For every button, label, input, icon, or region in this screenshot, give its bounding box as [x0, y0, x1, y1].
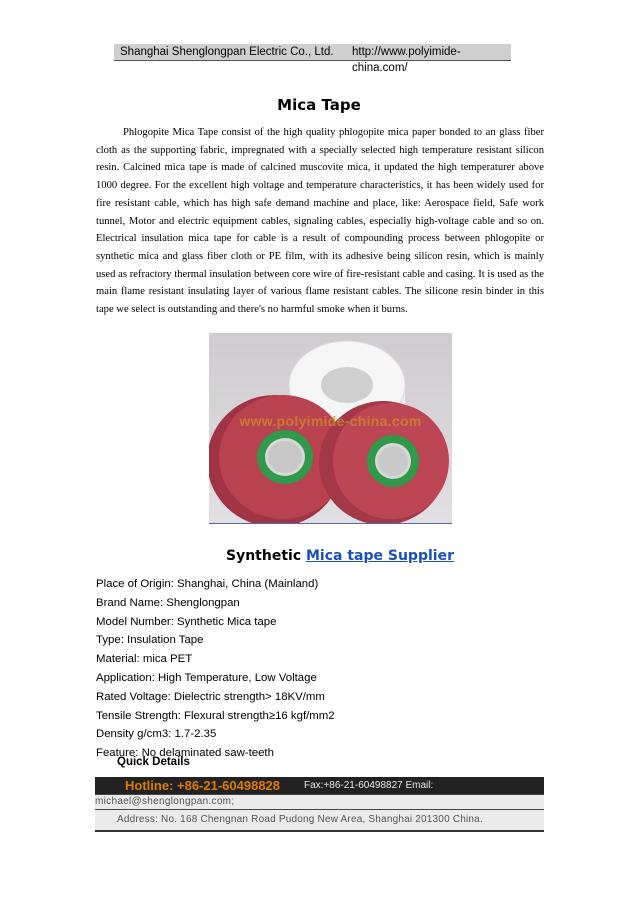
- detail-application: Application: High Temperature, Low Voltage: [96, 671, 317, 684]
- page-header: [114, 44, 511, 74]
- company-name: Shanghai Shenglongpan Electric Co., Ltd.: [120, 46, 334, 58]
- website-url[interactable]: http://www.polyimide-china.com/: [352, 46, 461, 74]
- detail-rated-voltage: Rated Voltage: Dielectric strength> 18KV/mm: [96, 690, 325, 703]
- detail-model-number: Model Number: Synthetic Mica tape: [96, 615, 277, 628]
- company-address: Address: No. 168 Chengnan Road Pudong New Area, Shanghai 201300 China.: [117, 814, 483, 825]
- product-details-list: [96, 575, 335, 763]
- supplier-link[interactable]: Mica tape Supplier: [306, 548, 454, 564]
- quick-details-heading: Quick Details: [117, 756, 190, 768]
- hotline-number: Hotline: +86-21-60498828: [125, 778, 281, 793]
- contact-footer: [95, 777, 544, 829]
- detail-brand-name: Brand Name: Shenglongpan: [96, 596, 240, 609]
- subtitle-prefix: Synthetic: [226, 548, 302, 564]
- detail-place-of-origin: Place of Origin: Shanghai, China (Mainland): [96, 578, 319, 590]
- product-photo: [209, 333, 452, 524]
- detail-density: Density g/cm3: 1.7-2.35: [96, 728, 217, 741]
- footer-hotline-bar: [95, 777, 544, 794]
- detail-material: Material: mica PET: [96, 653, 193, 666]
- fax-email-label: Fax:+86-21-60498827 Email:: [304, 780, 434, 791]
- email-address[interactable]: michael@shenglongpan.com;: [95, 796, 235, 807]
- footer-address-bar: [95, 809, 544, 832]
- detail-type: Type: Insulation Tape: [96, 634, 204, 647]
- detail-feature: Feature: No delaminated saw-teeth: [96, 747, 274, 760]
- section-subtitle: [0, 548, 638, 564]
- photo-watermark: www.polyimide-china.com: [239, 413, 422, 429]
- footer-email-bar: [95, 794, 544, 809]
- page-title: Mica Tape: [277, 96, 361, 114]
- detail-tensile-strength: Tensile Strength: Flexural strength≥16 kgf/mm2: [96, 709, 335, 722]
- description-paragraph: Phlogopite Mica Tape consist of the high quality phlogopite mica paper bonded to an glass fiber cloth as the supporting fabric, impregnated with a specially selected high temperature resistant silicon resin. Calcined mica tape is made of calcined muscovite mica, it updated the high temperaturer above 1000 degree. For the excellent high voltage and temperature characteristics, it has been widely used for fire resistant cable, which has high safe demand machine and place, like: Aerospace field, Safe work tunnel, Motor and electric equipment cables, signaling cables, especially high-voltage cable and so on. Electrical insulation mica tape for cable is a result of compounding process between phlogopite or synthetic mica and glass fiber cloth or PE film, with its adhesive being silicon resin, which is mainly used as refractory thermal insulation between core wire of fire-resistant cable and casing. It is used as the main flame resistant insulating layer of various flame resistant cables. The silicone resin binder in this tape we select is outstanding and there's no harmful smoke when it burns.: [96, 127, 544, 316]
